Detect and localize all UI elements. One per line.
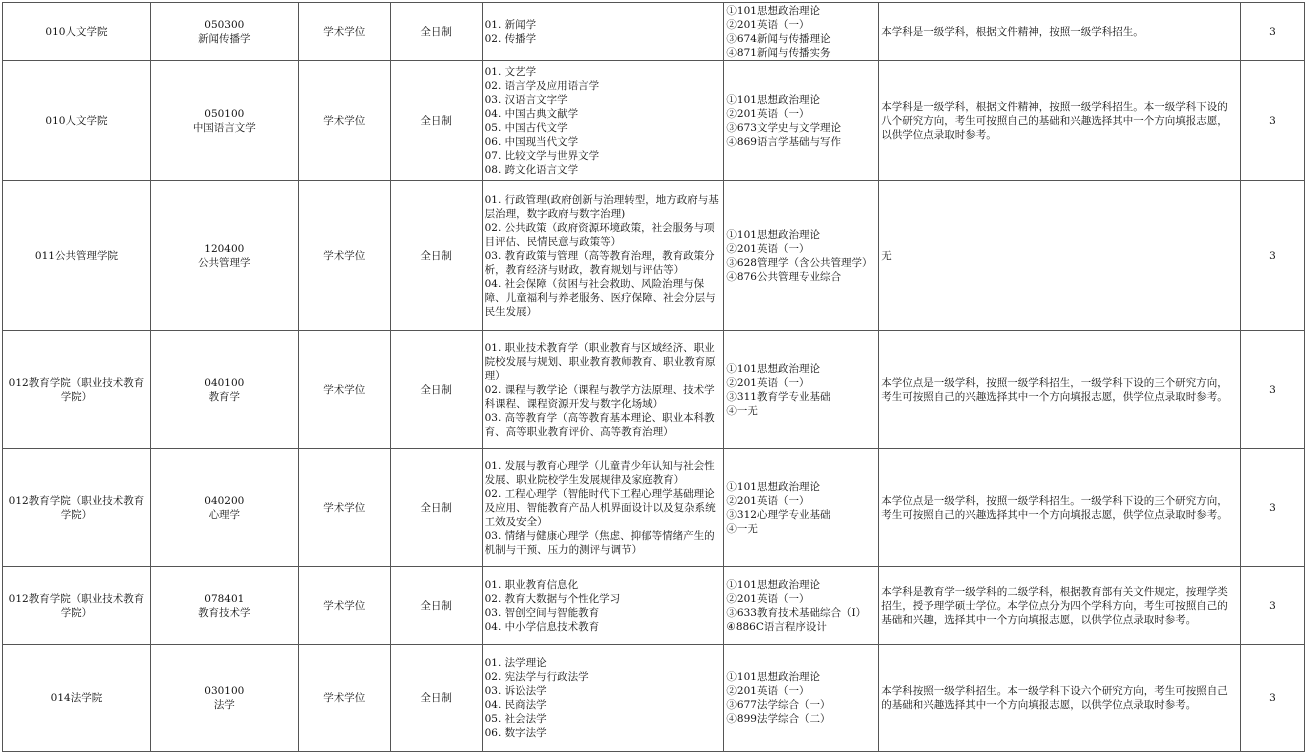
college-cell (3, 331, 151, 449)
degree-type-cell (298, 645, 390, 752)
direction-item: 04. 民商法学 (484, 699, 547, 711)
directions-cell (482, 3, 724, 61)
study-mode: 全日制 (420, 383, 452, 396)
directions-cell (482, 331, 724, 449)
major-name: 新闻传播学 (198, 32, 251, 45)
exam-subject: ④869语言学基础与写作 (726, 135, 841, 148)
directions-list (485, 193, 722, 319)
exam-subject: ④一无 (726, 404, 758, 417)
exam-subject: ②201英语（一） (726, 107, 810, 120)
direction-item: 03. 教育政策与管理（高等教育治理，教育政策分析，教育经济与财政，教育规划与评估等） (484, 249, 715, 276)
degree-type: 学术学位 (323, 25, 366, 38)
years-cell (1240, 331, 1304, 449)
study-years: 3 (1269, 599, 1276, 612)
exam-subject: ①101思想政治理论 (726, 671, 820, 683)
years-cell (1240, 3, 1304, 61)
degree-type: 学术学位 (323, 249, 366, 262)
study-mode-cell (390, 567, 482, 645)
degree-type-cell (298, 567, 390, 645)
notes-text: 本学科是教育学一级学科的二级学科，根据教育部有关文件规定，按理学类招生，授予理学硕士学位。本学位点分为四个学科方向，考生可按照自己的基础和兴趣，选择其中一个方向填报志愿，以供学位点录取时参考。 (881, 585, 1228, 626)
notes-text: 本学科是一级学科，根据文件精神，按照一级学科招生。 (881, 25, 1144, 38)
direction-item: 04. 中小学信息技术教育 (484, 620, 600, 633)
major-name: 心理学 (208, 508, 241, 521)
exams-cell (724, 3, 879, 61)
exam-subject: ④871新闻与传播实务 (726, 46, 831, 59)
exam-subject: ②201英语（一） (726, 494, 810, 507)
major-code: 030100 (204, 685, 245, 697)
exam-subject: ①101思想政治理论 (726, 578, 820, 591)
exams-cell (724, 331, 879, 449)
study-years: 3 (1269, 383, 1276, 396)
table-row (3, 3, 1305, 61)
direction-item: 02. 课程与教学论（课程与教学方法原理、技术学科课程、课程资源开发与数字化场域） (484, 383, 715, 410)
exam-subject: ②201英语（一） (726, 18, 810, 31)
years-cell (1240, 645, 1304, 752)
direction-item: 07. 比较文学与世界文学 (484, 149, 600, 162)
years-cell (1240, 449, 1304, 567)
major-cell (150, 331, 298, 449)
exam-subject: ①101思想政治理论 (726, 228, 820, 241)
major-cell (150, 567, 298, 645)
direction-item: 01. 发展与教育心理学（儿童青少年认知与社会性发展、职业院校学生发展规律及家庭教育） (484, 459, 715, 486)
notes-cell (879, 645, 1241, 752)
direction-item: 03. 诉讼法学 (484, 685, 547, 697)
major-code: 120400 (204, 242, 245, 255)
direction-item: 03. 智创空间与智能教育 (484, 606, 600, 619)
notes-cell (879, 331, 1241, 449)
exam-subject: ③673文学史与文学理论 (726, 121, 841, 134)
direction-item: 04. 中国古典文献学 (484, 107, 579, 120)
college-cell (3, 567, 151, 645)
study-mode: 全日制 (420, 501, 452, 514)
study-years: 3 (1269, 692, 1276, 704)
direction-item: 02. 教育大数据与个性化学习 (484, 592, 621, 605)
direction-item: 06. 中国现当代文学 (484, 135, 579, 148)
major-cell (150, 449, 298, 567)
study-years: 3 (1269, 249, 1276, 262)
table-row (3, 331, 1305, 449)
exam-subject: ②201英语（一） (726, 685, 810, 697)
study-mode-cell (390, 331, 482, 449)
direction-item: 02. 宪法学与行政法学 (484, 671, 589, 683)
direction-item: 01. 行政管理(政府创新与治理转型，地方政府与基层治理，数字政府与数字治理) (484, 193, 719, 220)
major-code: 040100 (204, 376, 245, 389)
years-cell (1240, 181, 1304, 331)
exam-subject: ④886C语言程序设计 (726, 620, 827, 633)
direction-item: 06. 数字法学 (484, 727, 547, 739)
table-body (3, 3, 1305, 752)
years-cell (1240, 567, 1304, 645)
exam-subject: ①101思想政治理论 (726, 93, 820, 106)
study-mode: 全日制 (420, 599, 452, 612)
notes-text: 本学科按照一级学科招生。本一级学科下设六个研究方向，考生可按照自己的基础和兴趣选择其中一个方向填报志愿，以供学位点录取时参考。 (881, 685, 1228, 711)
notes-cell (879, 449, 1241, 567)
study-years: 3 (1269, 25, 1276, 38)
major-cell (150, 181, 298, 331)
notes-text: 无 (881, 249, 892, 262)
college-cell (3, 449, 151, 567)
table-row (3, 449, 1305, 567)
notes-cell (879, 61, 1241, 181)
directions-list (485, 18, 722, 46)
exams-cell (724, 449, 879, 567)
degree-type: 学术学位 (323, 383, 366, 396)
exam-subject: ④876公共管理专业综合 (726, 270, 841, 283)
college-name: 010人文学院 (45, 114, 108, 127)
college-name: 012教育学院（职业技术教育学院） (8, 592, 145, 619)
college-name: 014法学院 (50, 692, 103, 704)
exam-subject: ②201英语（一） (726, 242, 810, 255)
major-code: 050100 (204, 107, 245, 120)
directions-list (485, 459, 722, 557)
direction-item: 05. 中国古代文学 (484, 121, 568, 134)
study-mode-cell (390, 181, 482, 331)
directions-list (485, 341, 722, 439)
exam-subject: ①101思想政治理论 (726, 362, 820, 375)
study-mode-cell (390, 3, 482, 61)
college-name: 011公共管理学院 (34, 249, 118, 262)
exam-subject: ③312心理学专业基础 (726, 508, 831, 521)
direction-item: 01. 新闻学 (484, 18, 537, 31)
table-row (3, 61, 1305, 181)
exam-subject: ④一无 (726, 522, 758, 535)
degree-type-cell (298, 331, 390, 449)
study-mode-cell (390, 449, 482, 567)
notes-cell (879, 181, 1241, 331)
degree-type: 学术学位 (323, 501, 366, 514)
college-cell (3, 181, 151, 331)
major-cell (150, 61, 298, 181)
exam-subject: ①101思想政治理论 (726, 4, 820, 17)
study-mode: 全日制 (420, 114, 452, 127)
major-cell (150, 645, 298, 752)
exam-subject: ③628管理学（含公共管理学） (726, 256, 873, 269)
directions-list (485, 65, 722, 177)
exam-subject: ③633教育技术基础综合（I） (726, 606, 867, 619)
directions-cell (482, 449, 724, 567)
table-row (3, 181, 1305, 331)
study-mode-cell (390, 645, 482, 752)
direction-item: 02. 传播学 (484, 32, 537, 45)
direction-item: 08. 跨文化语言文学 (484, 163, 579, 176)
direction-item: 01. 职业技术教育学（职业教育与区域经济、职业院校发展与规划、职业教育教师教育、职业教育原理） (484, 341, 716, 382)
major-name: 法学 (213, 699, 235, 711)
major-name: 教育技术学 (198, 606, 251, 619)
notes-text: 本学位点是一级学科，按照一级学科招生。一级学科下设的三个研究方向，考生可按照自己的兴趣选择其中一个方向填报志愿，供学位点录取时参考。 (881, 494, 1228, 521)
study-years: 3 (1269, 501, 1276, 514)
degree-type: 学术学位 (323, 599, 366, 612)
notes-cell (879, 567, 1241, 645)
enrollment-table (2, 2, 1305, 752)
direction-item: 02. 语言学及应用语言学 (484, 79, 600, 92)
direction-item: 02. 公共政策（政府资源环境政策，社会服务与项目评估、民情民意与政策等） (484, 221, 715, 248)
exam-subject: ②201英语（一） (726, 376, 810, 389)
direction-item: 05. 社会法学 (484, 713, 547, 725)
study-years: 3 (1269, 114, 1276, 127)
table-row (3, 645, 1305, 752)
major-name: 教育学 (208, 390, 241, 403)
exam-subject: ④899法学综合（二） (726, 713, 831, 725)
exams-cell (724, 567, 879, 645)
direction-item: 01. 文艺学 (484, 65, 537, 78)
table-row (3, 567, 1305, 645)
years-cell (1240, 61, 1304, 181)
direction-item: 01. 职业教育信息化 (484, 578, 579, 591)
exam-subject: ③674新闻与传播理论 (726, 32, 831, 45)
major-code: 040200 (204, 494, 245, 507)
college-cell (3, 61, 151, 181)
degree-type-cell (298, 61, 390, 181)
college-name: 012教育学院（职业技术教育学院） (8, 376, 145, 403)
directions-cell (482, 61, 724, 181)
direction-item: 03. 汉语言文字学 (484, 93, 568, 106)
major-cell (150, 3, 298, 61)
notes-text: 本学位点是一级学科，按照一级学科招生，一级学科下设的三个研究方向，考生可按照自己的兴趣选择其中一个方向填报志愿，供学位点录取时参考。 (881, 376, 1228, 403)
degree-type-cell (298, 449, 390, 567)
degree-type: 学术学位 (323, 114, 366, 127)
degree-type: 学术学位 (323, 692, 366, 704)
exam-subject: ②201英语（一） (726, 592, 810, 605)
directions-list (485, 578, 722, 634)
directions-list (485, 656, 722, 740)
degree-type-cell (298, 181, 390, 331)
major-name: 中国语言文学 (192, 121, 256, 134)
college-name: 010人文学院 (45, 25, 108, 38)
direction-item: 04. 社会保障（贫困与社会救助、风险治理与保障、儿童福利与养老服务、医疗保障、社会分层与民生发展） (484, 277, 716, 318)
directions-cell (482, 645, 724, 752)
study-mode-cell (390, 61, 482, 181)
college-cell (3, 645, 151, 752)
notes-cell (879, 3, 1241, 61)
degree-type-cell (298, 3, 390, 61)
study-mode: 全日制 (420, 692, 452, 704)
exams-cell (724, 61, 879, 181)
direction-item: 03. 情绪与健康心理学（焦虑、抑郁等情绪产生的机制与干预、压力的测评与调节） (484, 529, 715, 556)
exam-subject: ①101思想政治理论 (726, 480, 820, 493)
major-code: 050300 (204, 18, 245, 31)
exams-cell (724, 181, 879, 331)
exam-subject: ③311教育学专业基础 (726, 390, 831, 403)
exam-subject: ③677法学综合（一） (726, 699, 831, 711)
major-name: 公共管理学 (198, 256, 251, 269)
direction-item: 01. 法学理论 (484, 657, 547, 669)
study-mode: 全日制 (420, 249, 452, 262)
direction-item: 02. 工程心理学（智能时代下工程心理学基础理论及应用、智能教育产品人机界面设计以及复杂系统工效及安全） (484, 487, 716, 528)
exams-cell (724, 645, 879, 752)
direction-item: 03. 高等教育学（高等教育基本理论、职业本科教育、高等职业教育评价、高等教育治理） (484, 411, 715, 438)
notes-text: 本学科是一级学科，根据文件精神，按照一级学科招生。本一级学科下设的八个研究方向，考生可按照自己的基础和兴趣选择其中一个方向填报志愿，以供学位点录取时参考。 (881, 100, 1228, 141)
directions-cell (482, 567, 724, 645)
college-name: 012教育学院（职业技术教育学院） (8, 494, 145, 521)
major-code: 078401 (204, 592, 245, 605)
study-mode: 全日制 (420, 25, 452, 38)
directions-cell (482, 181, 724, 331)
college-cell (3, 3, 151, 61)
